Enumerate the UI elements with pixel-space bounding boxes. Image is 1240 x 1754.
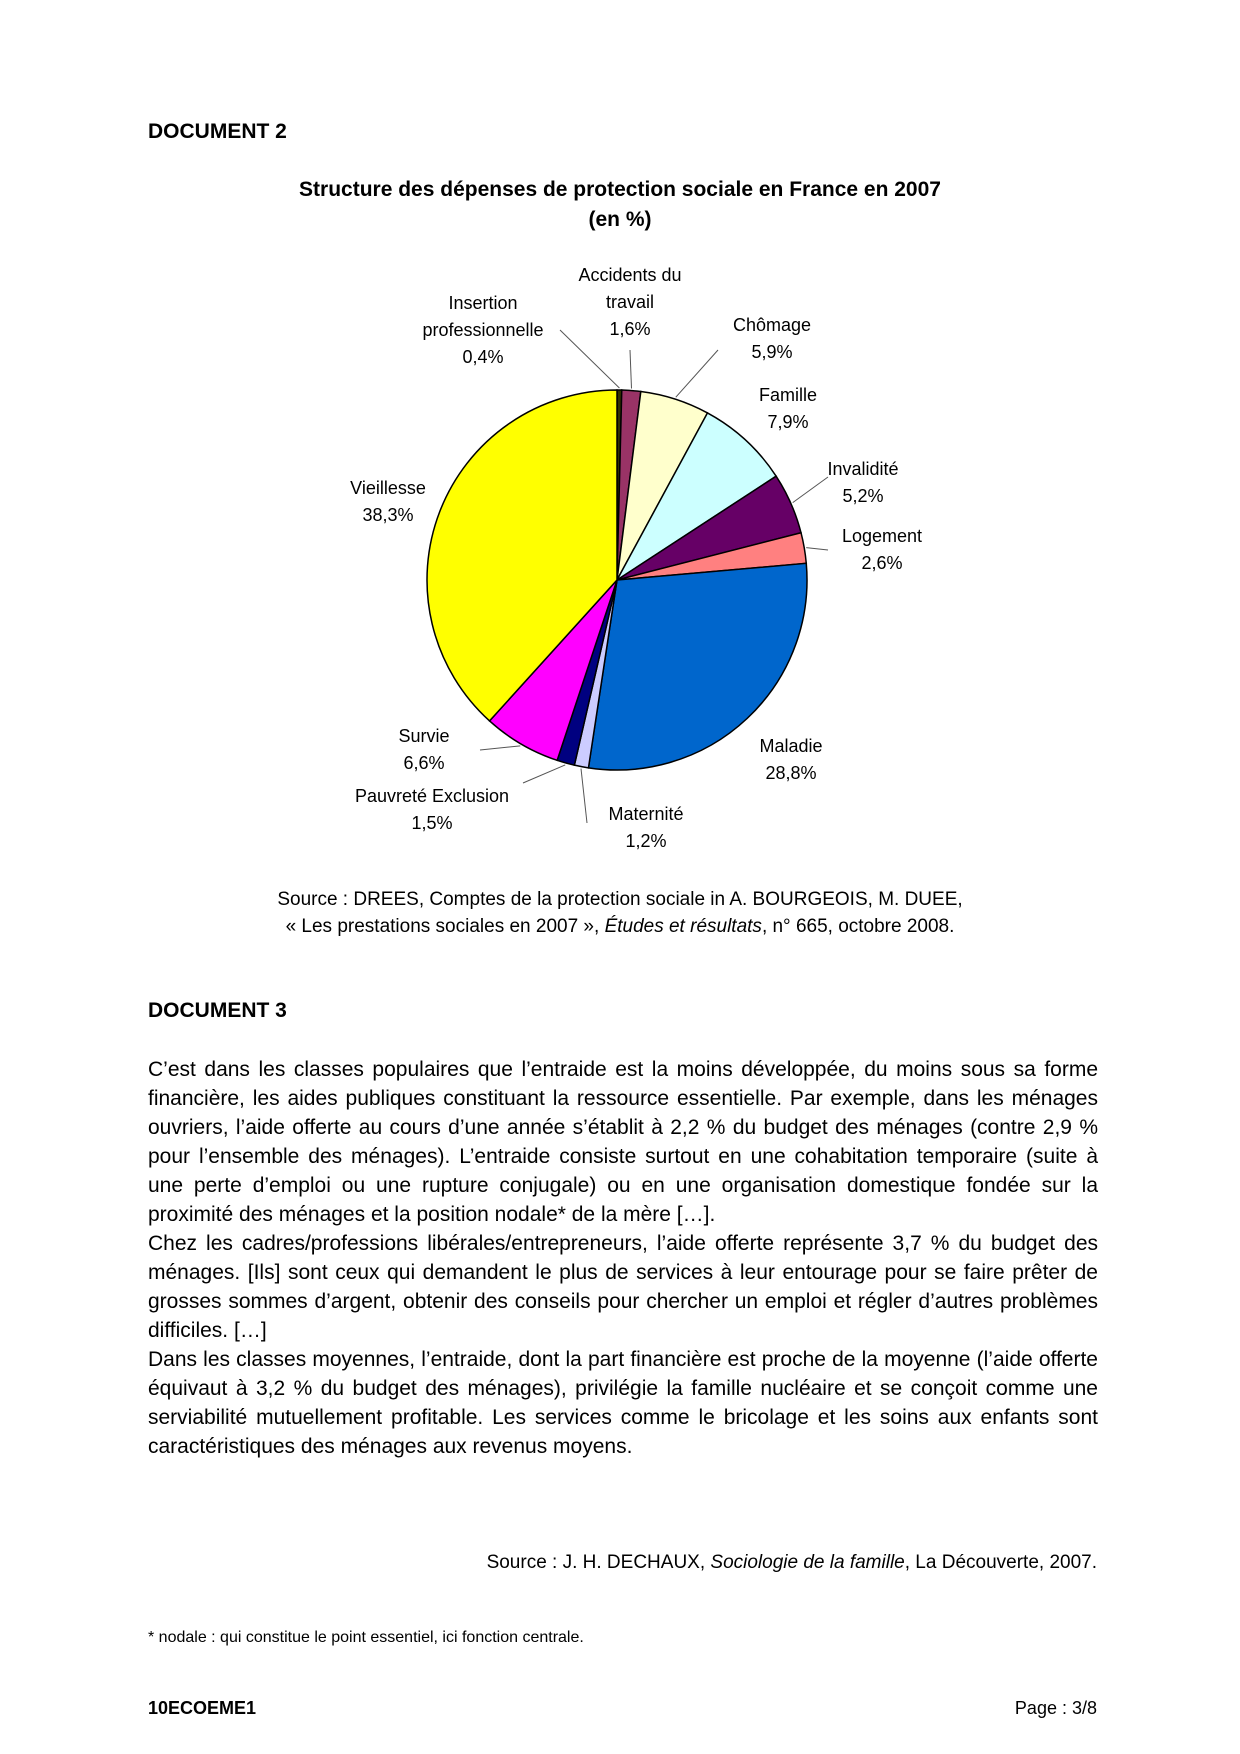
leader-line (806, 548, 828, 550)
doc3-paragraph-1: C’est dans les classes populaires que l’entraide est la moins développée, du moins sous sa forme financière, les aides publiques constituant la ressource essentielle. Par exemple, dans les ménages ouvriers, l’aide offerte au cours d’une année s’établit à 2,2 % du budget des ménages (contre 2,9 % pour l’ensemble des ménages). L’entraide consiste surtout en une cohabitation temporaire (suite à une perte d’emploi ou une rupture conjugale) ou en une organisation domestique fondée sur la proximité des ménages et la position nodale* de la mère […]. (148, 1058, 1098, 1226)
pie-label: Chômage 5,9% (732, 315, 812, 362)
doc3-paragraph-2: Chez les cadres/professions libérales/entrepreneurs, l’aide offerte représente 3,7 % du budget des ménages. [Ils] sont ceux qui demandent le plus de services à leur entourage pour se faire prêter de grosses sommes d’argent, obtenir des conseils pour chercher un emploi et régler d’autres problèmes difficiles. […] (148, 1232, 1098, 1342)
footer-code: 10ECOEME1 (148, 1698, 257, 1718)
chart-title-line2: (en %) (588, 208, 652, 231)
chart-title-line1: Structure des dépenses de protection sociale en France en 2007 (299, 178, 941, 201)
pie-label: Famille 7,9% (758, 385, 818, 432)
pie-label: Accidents du travail 1,6% (578, 265, 682, 339)
doc3-source: Source : J. H. DECHAUX, Sociologie de la famille, La Découverte, 2007. (486, 1552, 1097, 1573)
document-3-text (148, 1055, 1098, 1461)
pie-label: Survie 6,6% (398, 726, 450, 773)
pie-label: Maternité 1,2% (608, 804, 684, 851)
leader-line (523, 765, 565, 783)
leader-line (480, 746, 520, 750)
pie-label: Invalidité 5,2% (827, 459, 899, 506)
document-2-heading: DOCUMENT 2 (148, 120, 287, 143)
pie-label: Logement 2,6% (841, 526, 923, 573)
pie-label: Maladie 28,8% (759, 736, 823, 783)
doc2-source-line1: Source : DREES, Comptes de la protection sociale in A. BOURGEOIS, M. DUEE, (277, 889, 963, 910)
leader-line (676, 350, 718, 397)
footnote: * nodale : qui constitue le point essentiel, ici fonction centrale. (148, 1629, 584, 1646)
pie-label: Insertion professionnelle 0,4% (422, 293, 544, 367)
document-3-heading: DOCUMENT 3 (148, 999, 287, 1022)
leader-line (581, 769, 587, 823)
doc2-source-line2: « Les prestations sociales en 2007 », Études et résultats, n° 665, octobre 2008. (285, 916, 955, 937)
leader-line (793, 477, 828, 503)
pie-label: Pauvreté Exclusion 1,5% (354, 786, 510, 833)
footer-page-number: Page : 3/8 (1014, 1698, 1097, 1718)
doc3-paragraph-3: Dans les classes moyennes, l’entraide, dont la part financière est proche de la moyenne (l’aide offerte équivaut à 3,2 % du budget des ménages), privilégie la famille nucléaire et se conçoit comme une serviabilité mutuellement profitable. Les services comme le bricolage et les soins aux enfants sont caractéristiques des ménages aux revenus moyens. (148, 1348, 1098, 1458)
pie-label: Vieillesse 38,3% (350, 478, 426, 525)
leader-line (630, 350, 632, 389)
pie-slices (427, 390, 807, 770)
